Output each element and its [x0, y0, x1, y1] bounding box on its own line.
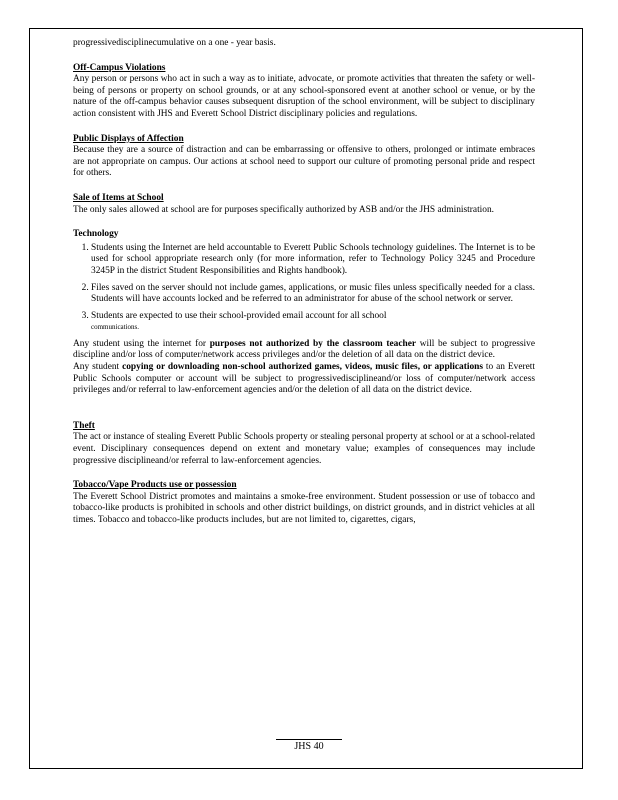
section-public-affection [73, 134, 535, 180]
text-run: Any student using the internet for [73, 338, 210, 349]
technology-list [73, 243, 535, 334]
section-heading: Technology [73, 229, 119, 240]
list-item: 2. Files saved on the server should not include games, applications, or music files unless specifically needed for a class. Students will have accounts locked and be referred to an administrator for abuse of the school network or server. [91, 283, 535, 306]
section-body: The act or instance of stealing Everett Public Schools property or stealing personal property at school or at a school-related event. Disciplinary consequences depend on extent and monetary value; examples of consequences may include progressive disciplineand/or referral to law-enforcement agencies. [73, 432, 535, 466]
technology-paragraph [73, 362, 535, 397]
bold-text-run: copying or downloading non-school authorized games, videos, music files, or applications [122, 362, 484, 373]
section-heading: Off-Campus Violations [73, 62, 166, 73]
bold-text-run: purposes not authorized by the classroom teacher [209, 338, 417, 349]
section-heading: Sale of Items at School [73, 192, 164, 203]
section-heading: Tobacco/Vape Products use or possession [73, 480, 237, 491]
section-heading: Theft [73, 420, 95, 431]
text-run: will be subject to progressive discipline and/or loss of computer/network access privileges and/or the deletion of all data on the district device. [73, 338, 535, 361]
list-item: 1. Students using the Internet are held accountable to Everett Public Schools technology guidelines. The Internet is to be used for school appropriate research only (for more information, refer to Technology Policy 3245 and Procedure 3245P in the district Student Responsibilities and Rights handbook). [91, 243, 535, 278]
document-body [73, 38, 535, 527]
list-item-continuation: communications. [91, 323, 140, 332]
section-body: Because they are a source of distraction and can be embarrassing or offensive to others, prolonged or intimate embraces are not appropriate on campus. Our actions at school need to support our culture of promoting personal pride and respect for others. [73, 145, 535, 179]
section-off-campus [73, 63, 535, 121]
section-heading: Public Displays of Affection [73, 133, 184, 144]
intro-line: progressivedisciplinecumulative on a one - year basis. [73, 38, 276, 48]
page-footer [0, 739, 618, 752]
section-body: The only sales allowed at school are for purposes specifically authorized by ASB and/or the JHS administration. [73, 204, 494, 215]
technology-paragraph [73, 339, 535, 362]
section-body: The Everett School District promotes and maintains a smoke-free environment. Student possession or use of tobacco and tobacco-like products is prohibited in schools and other district buildings, on district grounds, and in district vehicles at all times. Tobacco and tobacco-like products includes, but are not limited to, cigarettes, cigars, [73, 491, 535, 525]
section-sale-of-items [73, 193, 535, 216]
text-run: Any student [73, 362, 123, 373]
list-item-text: Students are expected to use their school-provided email account for all school [91, 310, 387, 321]
list-item [91, 311, 535, 334]
section-tobacco [73, 480, 535, 526]
text-run: to an Everett Public Schools computer or account will be subject to progressivedisciplineand/or loss of computer/network access privileges and/or referral to law-enforcement agencies and/or the deletion of all data on the district device. [73, 362, 535, 396]
page-number: JHS 40 [276, 739, 341, 752]
section-body: Any person or persons who act in such a way as to initiate, advocate, or promote activities that threaten the safety or well-being of persons or property on school grounds, or at any school-sponsored event at another school or venue, or by the nature of the off-campus behavior causes subsequent disruption of the school environment, will be subject to disciplinary action consistent with JHS and Everett School District disciplinary policies and regulations. [73, 74, 535, 119]
section-technology [73, 229, 535, 397]
section-theft [73, 421, 535, 467]
